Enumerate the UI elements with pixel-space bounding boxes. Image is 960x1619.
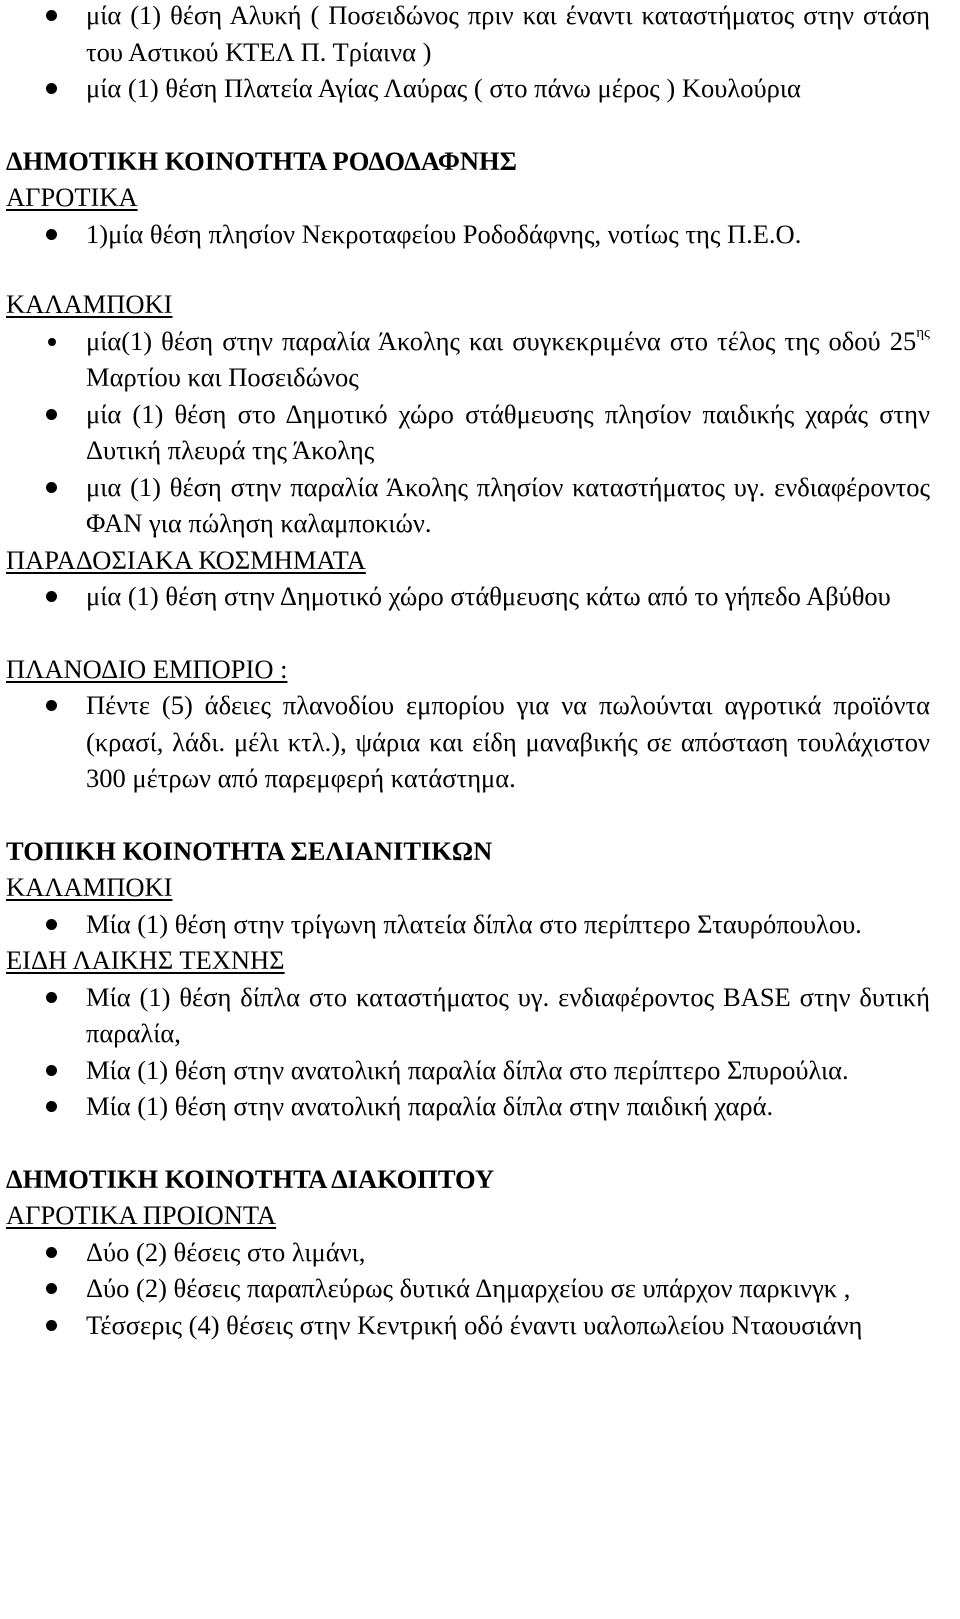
bullet-icon — [48, 338, 56, 346]
bullet-icon — [46, 482, 57, 493]
list-item — [6, 1234, 930, 1271]
list-item — [6, 1052, 930, 1089]
list-item — [6, 323, 930, 396]
bullet-icon — [46, 10, 57, 21]
list-item-text: Μία (1) θέση στην τρίγωνη πλατεία δίπλα στο περίπτερο Σταυρόπουλου. — [86, 908, 862, 939]
list-item-text: Μία (1) θέση δίπλα στο καταστήματος υγ. ενδιαφέροντος BASE στην δυτική παραλία, — [86, 981, 930, 1048]
bullet-icon — [46, 409, 57, 420]
list-item — [6, 906, 930, 943]
list-item-text: μία (1) θέση Αλυκή ( Ποσειδώνος πριν και έναντι καταστήματος στην στάση του Αστικού ΚΤΕΛ Π. Τρίαινα ) — [86, 0, 930, 67]
subsection-heading: ΚΑΛΑΜΠΟΚΙ — [6, 289, 173, 319]
subsection-heading: ΑΓΡΟΤΙΚΑ — [6, 182, 138, 212]
bullet-icon — [46, 1247, 57, 1258]
bullet-icon — [46, 992, 57, 1003]
bullet-icon — [46, 1283, 57, 1294]
spacer — [6, 797, 930, 833]
bullet-icon — [46, 591, 57, 602]
section-title: ΔΗΜΟΤΙΚΗ ΚΟΙΝΟΤΗΤΑ ΡΟΔΟΔΑΦΝΗΣ — [6, 145, 517, 176]
spacer — [6, 615, 930, 651]
section-title: ΔΗΜΟΤΙΚΗ ΚΟΙΝΟΤΗΤΑ ΔΙΑΚΟΠΤΟΥ — [6, 1163, 495, 1194]
list-item — [6, 1088, 930, 1125]
list-item-text: Τέσσερις (4) θέσεις στην Κεντρική οδό έναντι υαλοπωλείου Νταουσιάνη — [86, 1309, 863, 1340]
list-item — [6, 687, 930, 797]
list-item-text: μία (1) θέση στην Δημοτικό χώρο στάθμευσης κάτω από το γήπεδο Αβύθου — [86, 581, 891, 611]
list-item-text-continued: Μαρτίου και Ποσειδώνος — [86, 362, 359, 392]
bullet-icon — [46, 83, 57, 94]
subsection-heading: ΑΓΡΟΤΙΚΑ ΠΡΟΙΟΝΤΑ — [6, 1200, 277, 1230]
bullet-icon — [46, 1065, 57, 1076]
list-item-text: 1)μία θέση πλησίον Νεκροταφείου Ροδοδάφνης, νοτίως της Π.Ε.Ο. — [86, 218, 802, 249]
list-item — [6, 396, 930, 469]
subsection-heading: ΠΑΡΑΔΟΣΙΑΚΑ ΚΟΣΜΗΜΑΤΑ — [6, 544, 366, 575]
list-item-text: Μία (1) θέση στην ανατολική παραλία δίπλα στην παιδική χαρά. — [86, 1091, 774, 1121]
subsection-heading: ΠΛΑΝΟΔΙΟ ΕΜΠΟΡΙΟ : — [6, 653, 288, 684]
list-item-text: μία (1) θέση στο Δημοτικό χώρο στάθμευσης πλησίον παιδικής χαράς στην Δυτική πλευρά της Άκολης — [86, 398, 930, 465]
list-item — [6, 216, 930, 253]
subsection-heading: ΕΙΔΗ ΛΑΙΚΗΣ ΤΕΧΝΗΣ — [6, 945, 285, 975]
list-item-text: Πέντε (5) άδειες πλανοδίου εμπορίου για να πωλούνται αγροτικά προϊόντα (κρασί, λάδι. μέλι κτλ.), ψάρια και είδη μαναβικής σε απόσταση τουλάχιστον 300 μέτρων από παρεμφερή κατάστημα. — [86, 690, 930, 793]
list-item — [6, 1307, 930, 1344]
document-body — [6, 0, 930, 1343]
list-item-text: Μία (1) θέση στην ανατολική παραλία δίπλα στο περίπτερο Σπυρούλια. — [86, 1054, 849, 1085]
bullet-icon — [46, 229, 57, 240]
list-item-text: Δύο (2) θέσεις παραπλεύρως δυτικά Δημαρχείου σε υπάρχον παρκινγκ , — [86, 1273, 851, 1303]
list-item — [6, 70, 930, 107]
subsection-heading: ΚΑΛΑΜΠΟΚΙ — [6, 872, 173, 902]
spacer — [6, 107, 930, 143]
spacer — [6, 1125, 930, 1161]
list-item-text: μία(1) θέση στην παραλία Άκολης και συγκεκριμένα στο τέλος της οδού 25 — [86, 325, 917, 356]
list-item — [6, 469, 930, 542]
superscript-suffix: ης — [916, 324, 930, 341]
list-item-text: μια (1) θέση στην παραλία Άκολης πλησίον καταστήματος υγ. ενδιαφέροντος ΦΑΝ για πώληση καλαμποκιών. — [86, 471, 930, 538]
bullet-icon — [46, 700, 57, 711]
spacer — [6, 252, 930, 286]
list-item-text: Δύο (2) θέσεις στο λιμάνι, — [86, 1236, 366, 1267]
bullet-icon — [46, 919, 57, 930]
bullet-icon — [46, 1320, 57, 1331]
list-item — [6, 1270, 930, 1307]
list-item — [6, 578, 930, 615]
bullet-icon — [46, 1101, 57, 1112]
section-title: ΤΟΠΙΚΗ ΚΟΙΝΟΤΗΤΑ ΣΕΛΙΑΝΙΤΙΚΩΝ — [6, 835, 493, 866]
list-item — [6, 0, 930, 70]
list-item-text: μία (1) θέση Πλατεία Αγίας Λαύρας ( στο πάνω μέρος ) Κουλούρια — [86, 73, 801, 103]
list-item — [6, 979, 930, 1052]
